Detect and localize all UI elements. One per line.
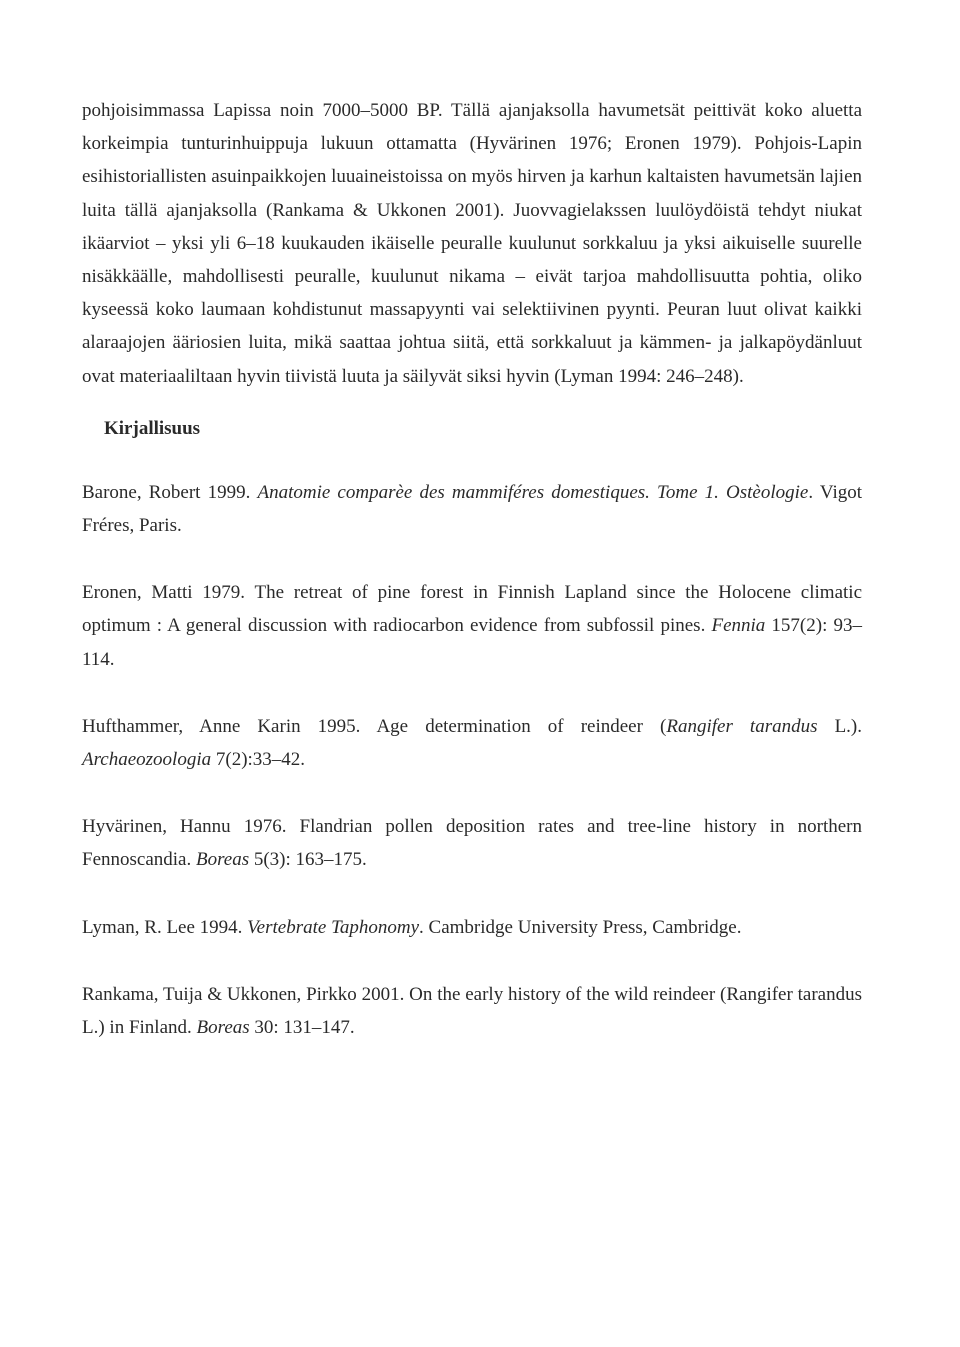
references-heading: Kirjallisuus [104, 417, 201, 439]
document-page [82, 94, 862, 1078]
reference-title: Anatomie comparèe des mammiféres domestiques. Tome 1. Ostèologie [257, 481, 809, 503]
reference-species: Rangifer tarandus [666, 715, 818, 737]
reference-hufthammer: Hufthammer, Anne Karin 1995. Age determination of reindeer (Rangifer tarandus L.). Archaeozoologia 7(2):33–42. [82, 715, 862, 771]
reference-rankama: Rankama, Tuija & Ukkonen, Pirkko 2001. On the early history of the wild reindeer (Rangifer tarandus L.) in Finland. Boreas 30: 131–147. [82, 983, 862, 1039]
reference-title: Vertebrate Taphonomy [247, 916, 420, 938]
reference-lyman: Lyman, R. Lee 1994. Vertebrate Taphonomy. Cambridge University Press, Cambridge. [82, 916, 742, 938]
reference-journal: Boreas [196, 1017, 250, 1039]
reference-journal: Fennia [711, 615, 766, 637]
reference-list [82, 476, 862, 1044]
body-paragraph: pohjoisimmassa Lapissa noin 7000–5000 BP. Tällä ajanjaksolla havumetsät peittivät koko aluetta korkeimpia tunturinhuippuja lukuun ottamatta (Hyvärinen 1976; Eronen 1979). Pohjois-Lapin esihistoriallisten asuinpaikkojen luuaineistoissa on myös hirven ja karhun kaltaisten havumetsän lajien luita tällä ajanjaksolla (Rankama & Ukkonen 2001). Juovvagielakssen luulöydöistä tehdyt niukat ikäarviot – yksi yli 6–18 kuukauden ikäiselle peuralle kuulunut sorkkaluu ja yksi aikuiselle suurelle nisäkkäälle, mahdollisesti peuralle, kuulunut nikama – eivät tarjoa mahdollisuutta pohtia, oliko kyseessä koko laumaan kohdistunut massapyynti vai selektiivinen pyynti. Peuran luut olivat kaikki alaraajojen ääriosien luita, mikä saattaa johtua siitä, että sorkkaluut ja kämmen- ja jalkapöydänluut ovat materiaaliltaan hyvin tiivistä luuta ja säilyvät siksi hyvin (Lyman 1994: 246–248). [82, 100, 862, 387]
reference-eronen: Eronen, Matti 1979. The retreat of pine forest in Finnish Lapland since the Holocene climatic optimum : A general discussion with radiocarbon evidence from subfossil pines. Fennia 157(2): 93–114. [82, 582, 862, 670]
reference-barone: Barone, Robert 1999. Anatomie comparèe des mammiféres domestiques. Tome 1. Ostèologie. Vigot Fréres, Paris. [82, 481, 863, 537]
reference-hyvarinen: Hyvärinen, Hannu 1976. Flandrian pollen deposition rates and tree-line history in northern Fennoscandia. Boreas 5(3): 163–175. [82, 816, 862, 871]
reference-journal: Boreas [195, 849, 250, 871]
reference-journal: Archaeozoologia [82, 749, 212, 771]
